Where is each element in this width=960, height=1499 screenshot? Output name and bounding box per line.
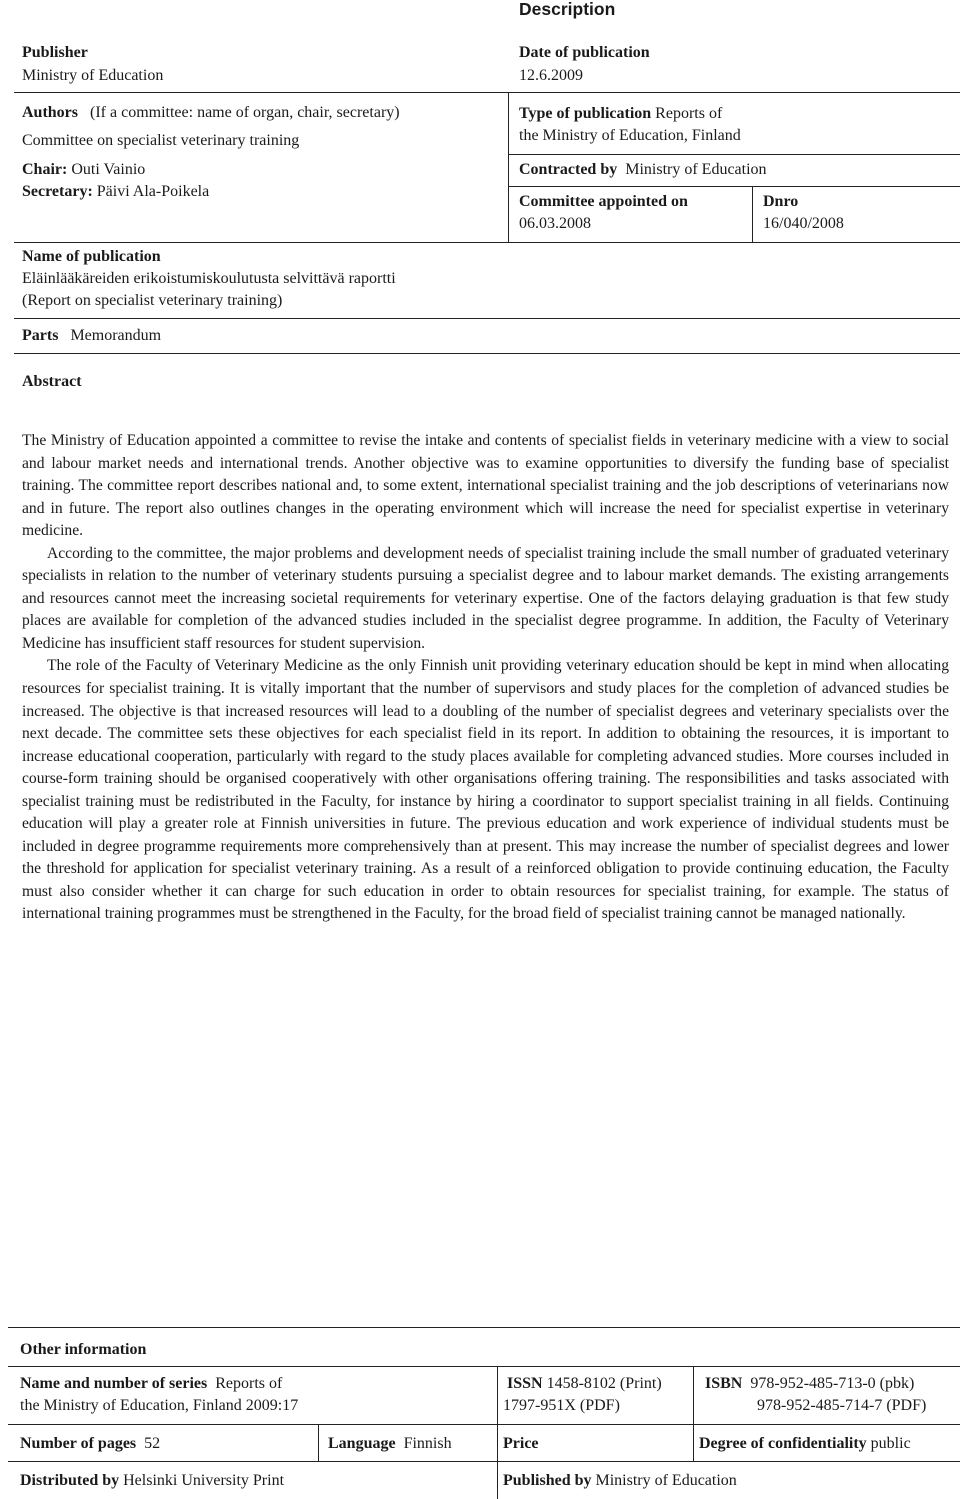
name-of-publication-english: (Report on specialist veterinary training) [22, 292, 283, 309]
name-of-publication-label: Name of publication [22, 248, 161, 265]
series [20, 1373, 282, 1395]
issn-pdf: 1797-951X (PDF) [503, 1397, 620, 1414]
divider-parts [14, 318, 960, 319]
divider-abstract [14, 353, 960, 354]
published-by [503, 1470, 737, 1492]
isbn-pbk: 978-952-485-713-0 (pbk) [750, 1375, 915, 1392]
chair-value: Outi Vainio [71, 161, 146, 178]
parts [22, 325, 161, 347]
language [328, 1433, 452, 1455]
issn-label: ISSN [507, 1375, 543, 1392]
other-information-label: Other information [20, 1341, 147, 1358]
contracted-by-value: Ministry of Education [625, 161, 767, 178]
authors-secretary [22, 181, 209, 203]
date-of-publication-label: Date of publication [519, 44, 650, 61]
abstract-paragraph-2: According to the committee, the major problems and development needs of specialist training include the small number of graduated veterinary specialists in relation to the number of veterinary students pursuing a specialist degree and to labour market demands. The existing arrangements and resources cannot meet the increasing societal requirements for veterinary expertise. One of the factors delaying graduation is that few study places are available for completion of the advanced studies included in the specialist degree programme. In addition, the Faculty of Veterinary Medicine has insufficient staff resources for student supervision. [22, 544, 949, 652]
published-by-value: Ministry of Education [595, 1472, 737, 1489]
page-title: Description [519, 0, 616, 19]
parts-value: Memorandum [70, 327, 162, 344]
number-of-pages-value: 52 [144, 1435, 161, 1452]
abstract-label: Abstract [22, 373, 82, 390]
dnro-value: 16/040/2008 [763, 215, 844, 232]
confidentiality-value: public [870, 1435, 911, 1452]
series-value-1: Reports of [215, 1375, 283, 1392]
type-of-publication-value-2: the Ministry of Education, Finland [519, 127, 741, 144]
distributed-by-value: Helsinki University Print [123, 1472, 285, 1489]
date-of-publication-value: 12.6.2009 [519, 67, 583, 84]
issn [507, 1373, 662, 1395]
publisher-value: Ministry of Education [22, 67, 164, 84]
divider-dnro [752, 186, 753, 242]
authors-chair [22, 159, 145, 181]
committee-appointed-value: 06.03.2008 [519, 215, 591, 232]
type-of-publication-value-1: Reports of [655, 105, 723, 122]
dnro-label: Dnro [763, 193, 799, 210]
type-of-publication [519, 103, 722, 125]
divider-series [8, 1366, 960, 1367]
authors-note: (If a committee: name of organ, chair, secretary) [90, 104, 400, 121]
series-label: Name and number of series [20, 1375, 208, 1392]
divider-vertical-isbn [693, 1366, 694, 1461]
contracted-by-label: Contracted by [519, 161, 618, 178]
published-by-label: Published by [503, 1472, 592, 1489]
name-of-publication-finnish: Eläinlääkäreiden erikoistumiskoulutusta selvittävä raportti [22, 270, 396, 287]
divider-vertical-top [508, 92, 509, 242]
parts-label: Parts [22, 327, 59, 344]
number-of-pages-label: Number of pages [20, 1435, 137, 1452]
number-of-pages [20, 1433, 160, 1455]
secretary-label: Secretary: [22, 183, 93, 200]
divider-top [14, 92, 960, 93]
issn-print: 1458-8102 (Print) [546, 1375, 662, 1392]
language-value: Finnish [403, 1435, 452, 1452]
committee-appointed-label: Committee appointed on [519, 193, 688, 210]
isbn-pdf: 978-952-485-714-7 (PDF) [757, 1397, 927, 1414]
authors-label: Authors [22, 104, 79, 121]
distributed-by-label: Distributed by [20, 1472, 120, 1489]
isbn-label: ISBN [705, 1375, 743, 1392]
divider-name [14, 242, 960, 243]
abstract-paragraph-3: The role of the Faculty of Veterinary Medicine as the only Finnish unit providing veterinary education should be kept in mind when allocating resources for specialist training. It is vitally important that the number of supervisors and study places for the completion of advanced studies be increased. The objective is that increased resources will lead to a doubling of the number of specialist degrees and veterinary specialists over the next decade. The committee sets these objectives for each specialist field in its report. In addition to obtaining the resources, it is important to increase educational cooperation, particularly with regard to the study places available for completing advanced studies. More courses included in course-form training should be organised cooperatively with other organisations offering training. The responsibilities and tasks associated with specialist training must be redistributed in the Faculty, for instance by hiring a coordinator to support specialist training in all fields. Continuing education will play a greater role at Finnish universities in future. The previous education and work experience of individual students must be included in degree programme requirements more comprehensively than at present. This may increase the number of specialist degrees and lower the threshold for application for specialist veterinary training. As a result of a reinforced obligation to provide continuing education, the Faculty must also consider whether it can charge for such education in order to obtain resources for specialist training, for example. The status of international training programmes must be strengthened in the Faculty, for the broad field of specialist training cannot be managed nationally. [22, 657, 949, 923]
divider-contracted [508, 186, 960, 187]
divider-type [508, 154, 960, 155]
publisher-label: Publisher [22, 44, 88, 61]
price-label: Price [503, 1435, 539, 1452]
type-of-publication-label: Type of publication [519, 105, 652, 122]
authors-line [22, 102, 400, 124]
authors-committee: Committee on specialist veterinary training [22, 132, 300, 149]
divider-distributed [8, 1461, 960, 1462]
confidentiality [699, 1433, 911, 1455]
divider-vertical-series [497, 1366, 498, 1499]
abstract-body [22, 430, 949, 926]
divider-vertical-language [318, 1424, 319, 1461]
divider-pages [8, 1424, 960, 1425]
isbn [705, 1373, 914, 1395]
language-label: Language [328, 1435, 396, 1452]
distributed-by [20, 1470, 284, 1492]
chair-label: Chair: [22, 161, 68, 178]
secretary-value: Päivi Ala-Poikela [96, 183, 210, 200]
contracted-by [519, 159, 767, 181]
confidentiality-label: Degree of confidentiality [699, 1435, 867, 1452]
divider-other-info [8, 1327, 960, 1328]
abstract-paragraph-1: The Ministry of Education appointed a committee to revise the intake and contents of specialist fields in veterinary medicine with a view to social and labour market needs and international trends. Another objective was to examine opportunities to diversify the funding base of specialist training. The committee report describes national and, to some extent, international specialist training and the job descriptions of veterinarians now and in future. The report also outlines changes in the operating environment which will increase the need for specialist expertise in veterinary medicine. [22, 432, 949, 540]
series-value-2: the Ministry of Education, Finland 2009:17 [20, 1397, 299, 1414]
